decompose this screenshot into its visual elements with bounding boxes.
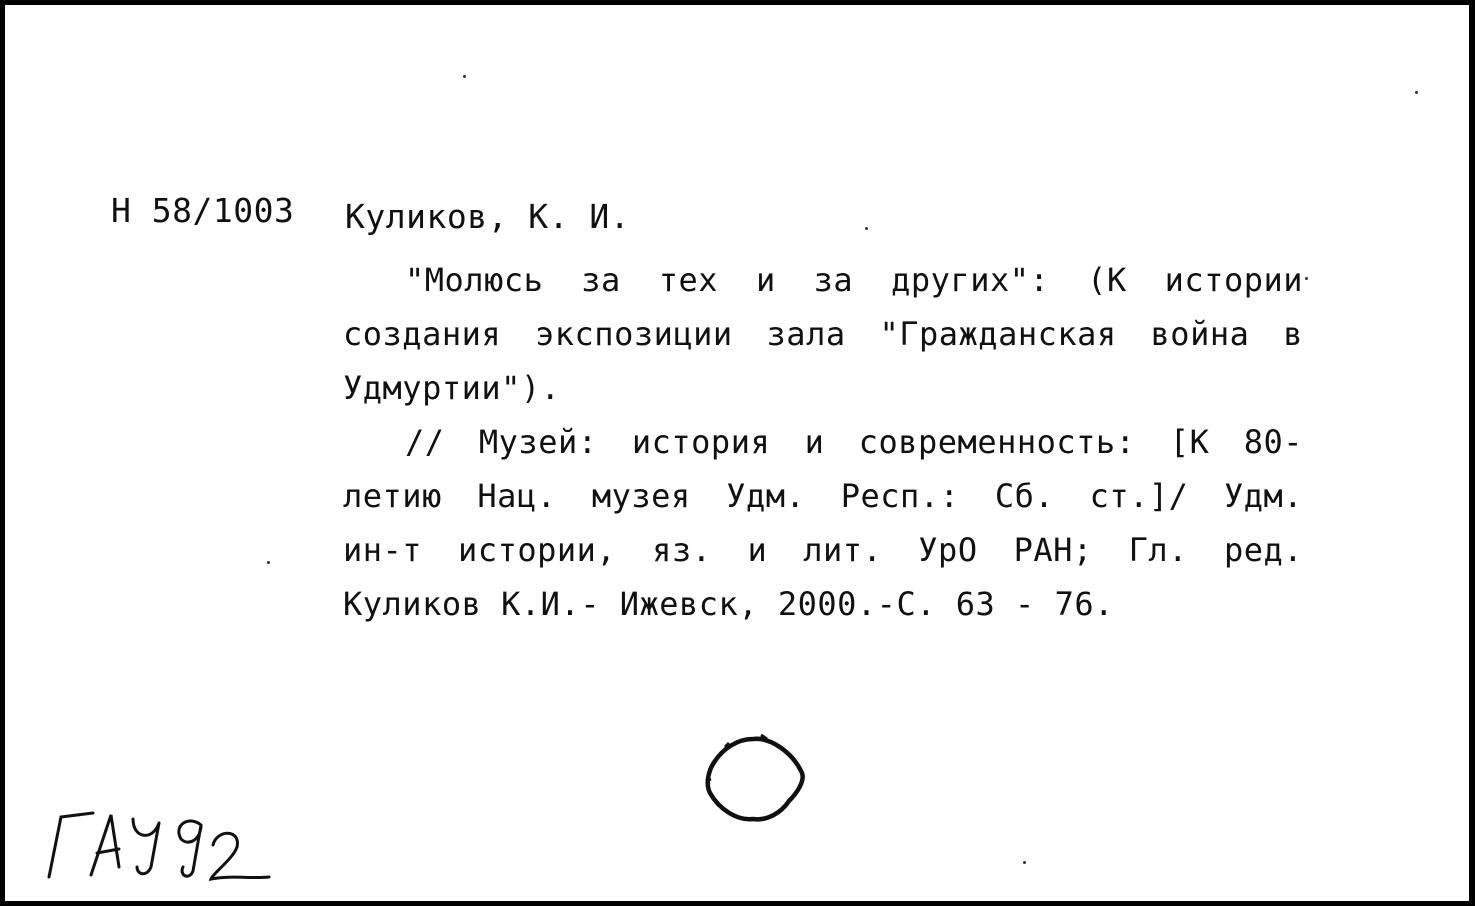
description-line-6: ин-т истории, яз. и лит. УрО РАН; Гл. ред. [343,531,1303,569]
description-line-7: Куликов К.И.- Ижевск, 2000.-С. 63 - 76. [343,585,1114,623]
paper-speck [1415,91,1418,94]
hole-punch-circle-icon [701,729,811,829]
description-line-3: Удмуртии"). [343,369,561,407]
description-line-4: // Музей: история и современность: [К 80- [405,423,1303,461]
paper-speck [463,75,466,78]
handwritten-code [41,795,281,895]
description-line-5: летию Нац. музея Удм. Респ.: Сб. ст.]/ Удм. [343,477,1303,515]
description-line-2: создания экспозиции зала "Гражданская война в [343,315,1303,353]
author-heading: Куликов, К. И. [345,197,631,236]
paper-speck [865,227,868,230]
paper-speck [1305,277,1308,280]
description-line-1: "Молюсь за тех и за других": (К истории [405,261,1303,299]
bibliographic-description [343,253,1303,631]
shelfmark: Н 58/1003 [111,191,295,230]
paper-speck [267,561,270,564]
paper-speck [1023,861,1026,864]
